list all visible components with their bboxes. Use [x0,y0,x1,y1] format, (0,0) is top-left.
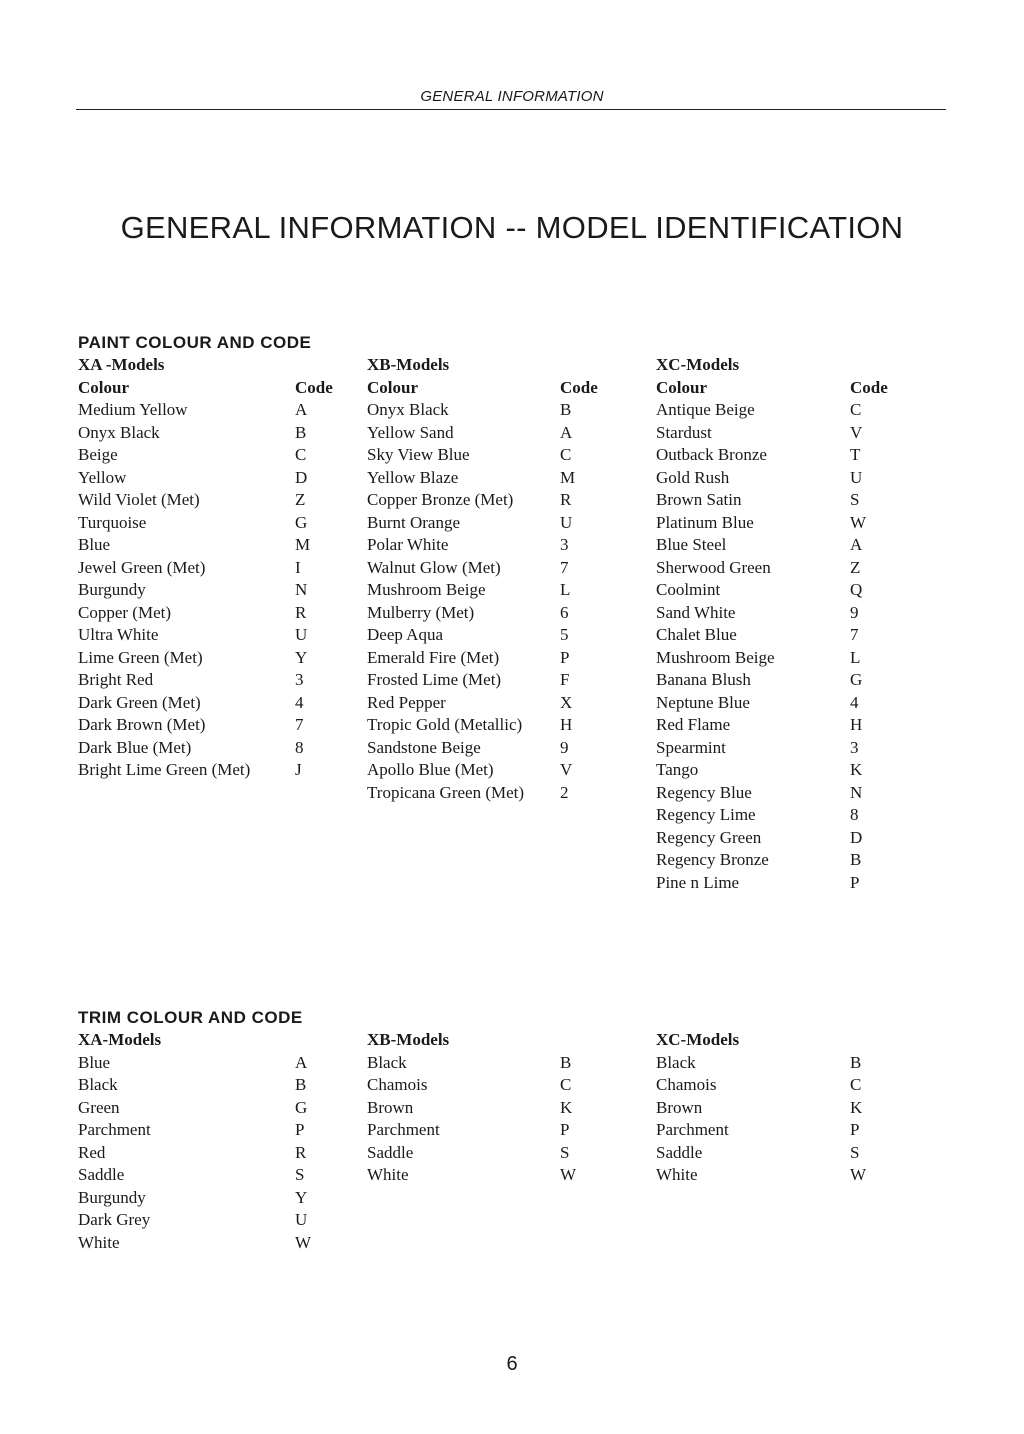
colour-name: Regency Lime [656,805,756,824]
colour-name: Chalet Blue [656,625,737,644]
colour-code: D [295,467,308,487]
colour-code: M [560,467,576,487]
paint-xc-row [656,647,861,670]
paint-xc-row [656,444,861,467]
colour-code: A [560,422,573,442]
colour-name: Burnt Orange [367,512,461,532]
colour-name: Bright Lime Green (Met) [78,760,251,779]
colour-code: M [295,535,311,554]
colour-code: U [560,512,573,532]
colour-code: K [560,1097,573,1117]
paint-xa-column [78,354,333,782]
colour-code: U [295,625,308,644]
colour-code: L [850,647,861,667]
colour-code: S [560,1142,570,1162]
colour-name: Tropic Gold (Metallic) [367,715,523,734]
colour-code: K [850,1097,863,1117]
colour-code: H [850,715,863,734]
colour-name: Saddle [78,1165,125,1184]
page-number: 6 [506,1353,518,1375]
trim-xa-row [78,1164,305,1187]
colour-name: Red Flame [656,715,731,734]
colour-code: V [850,422,863,442]
colour-name: Blue Steel [656,535,727,554]
trim-xc-row [656,1164,867,1187]
colour-name: Red [78,1142,106,1162]
colour-name: Black [367,1052,407,1072]
colour-code: B [850,1052,862,1072]
colour-code: 8 [850,805,859,824]
colour-name: Yellow [78,467,127,487]
colour-name: Chamois [367,1075,428,1094]
paint-xb-row [367,692,573,715]
trim-xc-row [656,1052,862,1075]
colour-code: W [850,512,867,532]
colour-code: Y [295,1187,308,1207]
paint-xc-row [656,489,860,512]
colour-code: G [295,1097,308,1117]
running-header: GENERAL INFORMATION [420,88,604,105]
colour-name: White [656,1165,698,1184]
code-header: Code [560,377,598,397]
paint-xc-row [656,399,862,422]
colour-name: Deep Aqua [367,625,444,644]
paint-xa-rows [78,399,311,782]
colour-code: 9 [560,737,569,757]
colour-name: Sand White [656,602,736,622]
colour-code: 6 [560,602,569,622]
paint-xc-row [656,669,863,692]
trim-section-title: TRIM COLOUR AND CODE [78,1008,303,1027]
colour-name: Parchment [656,1120,729,1139]
colour-code: H [560,715,573,734]
colour-name: Mushroom Beige [656,647,775,667]
colour-code: C [560,1075,572,1094]
paint-xa-row [78,759,302,782]
colour-name: Turquoise [78,512,147,532]
trim-xa-row [78,1119,305,1142]
colour-name: Emerald Fire (Met) [367,647,500,667]
paint-xb-row [367,489,572,512]
colour-name: Copper (Met) [78,602,172,622]
colour-name: Platinum Blue [656,512,754,532]
trim-xa-row [78,1209,308,1232]
paint-xa-model-heading: XA -Models [78,355,165,374]
colour-header: Colour [656,377,707,397]
paint-xa-row [78,624,308,647]
colour-code: P [850,872,860,892]
paint-xc-row [656,579,863,602]
colour-name: Gold Rush [656,467,730,487]
colour-code: 9 [850,602,859,622]
paint-xa-row [78,534,311,557]
colour-name: Chamois [656,1075,717,1094]
paint-xa-row [78,579,308,602]
trim-xa-model-heading: XA-Models [78,1030,162,1049]
colour-name: Sandstone Beige [367,737,481,757]
trim-xa-column [78,1029,312,1254]
colour-code: W [295,1232,312,1252]
colour-name: Lime Green (Met) [78,647,203,667]
paint-xb-model-heading: XB-Models [367,355,450,374]
colour-name: Mushroom Beige [367,580,486,599]
colour-name: Green [78,1097,120,1117]
paint-xb-column-header [367,377,598,400]
paint-xb-row [367,647,570,670]
colour-name: Black [656,1052,696,1072]
colour-name: Sky View Blue [367,445,470,464]
page-title: GENERAL INFORMATION -- MODEL IDENTIFICATION [120,210,904,245]
colour-name: Walnut Glow (Met) [367,557,501,577]
colour-code: R [295,1142,307,1162]
colour-code: U [850,467,863,487]
paint-xb-row [367,399,572,422]
colour-name: Coolmint [656,580,721,599]
colour-code: R [295,602,307,622]
colour-name: Apollo Blue (Met) [367,760,494,779]
trim-xc-row [656,1119,860,1142]
colour-code: Q [850,580,863,599]
paint-xb-row [367,759,573,782]
colour-code: C [295,445,307,464]
colour-code: 3 [295,670,304,689]
trim-xb-column [367,1029,577,1187]
paint-xc-row [656,467,863,490]
colour-name: Bright Red [78,670,154,689]
paint-section-title: PAINT COLOUR AND CODE [78,333,312,352]
colour-code: N [850,782,863,802]
colour-header: Colour [78,377,129,397]
colour-name: Regency Bronze [656,850,769,869]
colour-name: Copper Bronze (Met) [367,490,514,509]
paint-xc-row [656,737,859,760]
colour-name: Yellow Sand [367,422,454,442]
paint-xb-row [367,467,576,490]
colour-code: B [560,1052,572,1072]
colour-name: Stardust [656,422,712,442]
colour-name: Pine n Lime [656,872,740,892]
colour-code: B [295,1075,307,1094]
colour-code: G [850,670,863,689]
paint-xa-row [78,737,304,760]
colour-code: Z [850,557,861,577]
colour-name: Regency Green [656,827,762,847]
paint-xc-row [656,557,861,580]
paint-xc-rows [656,399,867,894]
paint-xb-row [367,669,570,692]
colour-name: Ultra White [78,625,159,644]
colour-name: Burgundy [78,1187,146,1207]
colour-name: Parchment [78,1120,151,1139]
colour-code: 2 [560,782,569,802]
paint-xc-row [656,759,863,782]
colour-code: 3 [560,535,569,554]
colour-name: Blue [78,535,111,554]
paint-xa-row [78,647,308,670]
colour-name: Saddle [656,1142,703,1162]
colour-name: Saddle [367,1142,414,1162]
colour-code: 4 [850,692,859,712]
colour-name: Regency Blue [656,782,752,802]
colour-name: Dark Grey [78,1210,151,1229]
colour-code: 8 [295,737,304,757]
paint-xb-row [367,602,569,625]
colour-code: K [850,760,863,779]
colour-code: 7 [850,625,859,644]
colour-name: Dark Green (Met) [78,692,201,712]
paint-xb-row [367,579,571,602]
paint-xa-row [78,489,306,512]
colour-name: Dark Brown (Met) [78,715,206,734]
paint-xc-row [656,602,859,625]
code-header: Code [295,377,333,397]
colour-name: Outback Bronze [656,445,767,464]
colour-code: 7 [295,715,304,734]
colour-name: Onyx Black [78,422,160,442]
colour-code: B [295,422,307,442]
colour-code: C [560,445,572,464]
paint-xb-row [367,534,569,557]
colour-code: U [295,1210,308,1229]
trim-xc-model-heading: XC-Models [656,1030,740,1049]
paint-xc-column-header [656,377,888,400]
colour-code: I [295,557,301,577]
paint-xc-row [656,692,859,715]
colour-name: Mulberry (Met) [367,602,475,622]
paint-xa-row [78,692,304,715]
colour-name: Yellow Blaze [367,467,459,487]
trim-xc-row [656,1097,863,1120]
colour-code: N [295,580,308,599]
colour-name: Wild Violet (Met) [78,490,200,509]
trim-xb-model-heading: XB-Models [367,1030,450,1049]
colour-name: Frosted Lime (Met) [367,670,502,689]
trim-xb-rows [367,1052,577,1187]
header-rule [76,109,946,110]
colour-name: Dark Blue (Met) [78,737,192,757]
trim-xc-rows [656,1052,867,1187]
paint-xc-row [656,422,863,445]
paint-xa-row [78,557,301,580]
paint-xb-row [367,422,573,445]
paint-xa-row [78,669,304,692]
trim-xb-row [367,1097,573,1120]
paint-xc-row [656,782,863,805]
colour-code: W [560,1165,577,1184]
paint-xb-row [367,557,569,580]
colour-name: White [367,1165,409,1184]
colour-name: Sherwood Green [656,557,771,577]
paint-xb-row [367,512,573,535]
paint-xa-row [78,512,308,535]
trim-xb-row [367,1074,572,1097]
trim-xa-row [78,1052,308,1075]
colour-code: S [850,1142,860,1162]
paint-xa-row [78,422,307,445]
colour-code: Y [295,647,308,667]
colour-code: W [850,1165,867,1184]
trim-xa-row [78,1074,307,1097]
colour-code: G [295,512,308,532]
colour-name: White [78,1232,120,1252]
code-header: Code [850,377,888,397]
colour-code: V [560,760,573,779]
colour-name: Onyx Black [367,400,449,419]
colour-code: A [295,1052,308,1072]
colour-code: D [850,827,863,847]
paint-xa-row [78,467,308,490]
paint-xc-row [656,804,859,827]
colour-code: A [295,400,308,419]
colour-code: J [295,760,302,779]
colour-name: Blue [78,1052,111,1072]
paint-xb-row [367,444,572,467]
colour-code: B [850,850,862,869]
paint-xc-row [656,534,863,557]
trim-xb-row [367,1052,572,1075]
colour-name: Beige [78,445,118,464]
paint-xc-model-heading: XC-Models [656,355,740,374]
trim-xa-row [78,1142,307,1165]
colour-name: Medium Yellow [78,400,188,419]
colour-name: Red Pepper [367,692,446,712]
paint-xb-row [367,737,569,760]
colour-code: 5 [560,625,569,644]
colour-name: Parchment [367,1120,440,1139]
trim-xa-row [78,1187,308,1210]
trim-xb-row [367,1142,570,1165]
colour-code: A [850,535,863,554]
colour-code: X [560,692,573,712]
colour-name: Brown [367,1097,414,1117]
colour-code: 3 [850,737,859,757]
trim-xc-row [656,1074,862,1097]
paint-xa-column-header [78,377,333,400]
paint-xb-row [367,714,573,737]
paint-xb-column [367,354,598,804]
trim-xa-row [78,1097,308,1120]
colour-code: R [560,490,572,509]
paint-xa-row [78,444,307,467]
colour-code: P [850,1120,860,1139]
paint-xb-row [367,782,569,805]
colour-code: L [560,580,571,599]
trim-xa-row [78,1232,312,1255]
paint-xc-row [656,872,860,895]
colour-code: C [850,1075,862,1094]
colour-name: Jewel Green (Met) [78,557,206,577]
colour-name: Neptune Blue [656,692,750,712]
paint-xc-row [656,714,863,737]
paint-xc-row [656,624,859,647]
colour-name: Antique Beige [656,400,755,419]
trim-xc-row [656,1142,860,1165]
trim-xb-row [367,1164,577,1187]
paint-xb-row [367,624,569,647]
colour-header: Colour [367,377,418,397]
paint-xc-row [656,849,862,872]
colour-name: Black [78,1075,118,1094]
colour-name: Brown [656,1097,703,1117]
colour-code: S [850,490,860,509]
paint-xc-row [656,827,863,850]
colour-name: Burgundy [78,580,146,599]
trim-xa-rows [78,1052,312,1255]
colour-name: Brown Satin [656,490,742,509]
paint-xa-row [78,714,304,737]
colour-name: Tropicana Green (Met) [367,782,525,802]
colour-code: 7 [560,557,569,577]
paint-xa-row [78,399,308,422]
colour-code: T [850,445,861,464]
colour-code: Z [295,490,306,509]
colour-name: Tango [656,760,699,779]
colour-code: P [560,1120,570,1139]
trim-xc-column [656,1029,867,1187]
colour-code: S [295,1165,305,1184]
colour-name: Spearmint [656,737,726,757]
colour-code: C [850,400,862,419]
colour-code: 4 [295,692,304,712]
colour-code: P [560,647,570,667]
colour-code: F [560,670,570,689]
colour-code: B [560,400,572,419]
paint-xb-rows [367,399,576,804]
paint-xa-row [78,602,307,625]
paint-xc-row [656,512,867,535]
colour-name: Banana Blush [656,670,751,689]
colour-name: Polar White [367,535,449,554]
trim-xb-row [367,1119,570,1142]
colour-code: P [295,1120,305,1139]
paint-xc-column [656,354,888,894]
